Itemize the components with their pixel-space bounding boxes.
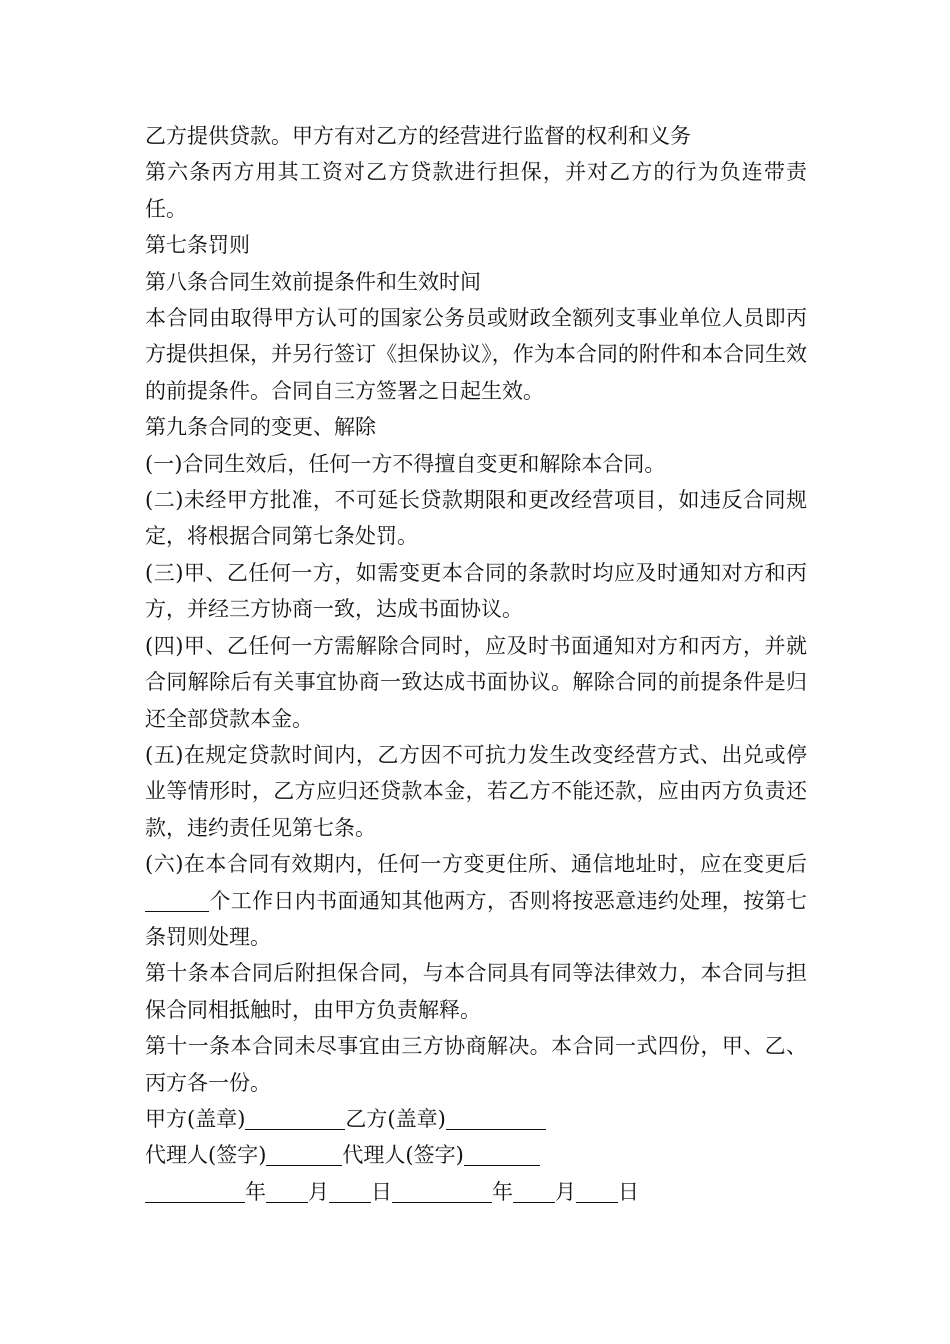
party-b-seal-blank [446, 1108, 546, 1130]
clause-six-text-after: 个工作日内书面通知其他两方，否则将按恶意违约处理，按第七条罚则处理。 [145, 888, 807, 949]
agent-sign-label-1: 代理人(签字) [145, 1143, 267, 1168]
clause-ten: 第十条本合同后附担保合同，与本合同具有同等法律效力，本合同与担保合同相抵触时，由甲方负责解释。 [145, 961, 807, 1022]
clause-six-text-before: (六)在本合同有效期内，任何一方变更住所、通信地址时，应在变更后 [145, 852, 807, 877]
agent-sign-blank-1 [266, 1144, 342, 1166]
agent-sign-label-2: 代理人(签字) [342, 1143, 464, 1168]
clause-eight-heading: 第八条合同生效前提条件和生效时间 [145, 269, 481, 294]
date-month-label-2: 月 [555, 1179, 576, 1204]
clause-nine-item-6 [145, 846, 807, 955]
date-day-blank-1 [329, 1181, 371, 1203]
party-b-seal-label: 乙方(盖章) [345, 1106, 446, 1131]
paragraph-loan-supervision: 乙方提供贷款。甲方有对乙方的经营进行监督的权利和义务 [145, 124, 691, 148]
clause-nine-heading: 第九条合同的变更、解除 [145, 415, 376, 440]
workdays-blank [145, 890, 209, 912]
clause-nine-item-5: (五)在规定贷款时间内，乙方因不可抗力发生改变经营方式、出兑或停业等情形时，乙方应归还贷款本金，若乙方不能还款，应由丙方负责还款，违约责任见第七条。 [145, 742, 807, 840]
date-day-label-1: 日 [371, 1179, 392, 1204]
date-month-blank-1 [266, 1181, 308, 1203]
party-a-seal-label: 甲方(盖章) [145, 1106, 246, 1131]
date-year-blank-2 [392, 1181, 492, 1203]
clause-eight-body: 本合同由取得甲方认可的国家公务员或财政全额列支事业单位人员即丙方提供担保，并另行签订《担保协议》，作为本合同的附件和本合同生效的前提条件。合同自三方签署之日起生效。 [145, 306, 807, 403]
date-year-label-1: 年 [245, 1179, 266, 1204]
date-line [145, 1174, 807, 1210]
clause-nine-item-2: (二)未经甲方批准，不可延长贷款期限和更改经营项目，如违反合同规定，将根据合同第七条处罚。 [145, 488, 807, 549]
date-year-blank-1 [145, 1181, 245, 1203]
clause-eleven: 第十一条本合同未尽事宜由三方协商解决。本合同一式四份，甲、乙、丙方各一份。 [145, 1034, 807, 1095]
date-year-label-2: 年 [492, 1179, 513, 1204]
date-day-blank-2 [576, 1181, 618, 1203]
clause-six-guarantee: 第六条丙方用其工资对乙方贷款进行担保，并对乙方的行为负连带责任。 [145, 160, 807, 221]
document-page [145, 118, 807, 1210]
clause-nine-item-3: (三)甲、乙任何一方，如需变更本合同的条款时均应及时通知对方和丙方，并经三方协商一致，达成书面协议。 [145, 560, 807, 622]
agent-sign-line [145, 1137, 807, 1173]
clause-nine-item-1: (一)合同生效后，任何一方不得擅自变更和解除本合同。 [145, 451, 666, 476]
agent-sign-blank-2 [464, 1144, 540, 1166]
party-a-seal-blank [245, 1108, 345, 1130]
date-month-label-1: 月 [308, 1179, 329, 1204]
clause-seven-heading: 第七条罚则 [145, 233, 250, 258]
date-day-label-2: 日 [618, 1179, 639, 1204]
date-month-blank-2 [513, 1181, 555, 1203]
seal-line [145, 1101, 807, 1137]
clause-nine-item-4: (四)甲、乙任何一方需解除合同时，应及时书面通知对方和丙方，并就合同解除后有关事宜协商一致达成书面协议。解除合同的前提条件是归还全部贷款本金。 [145, 633, 807, 731]
